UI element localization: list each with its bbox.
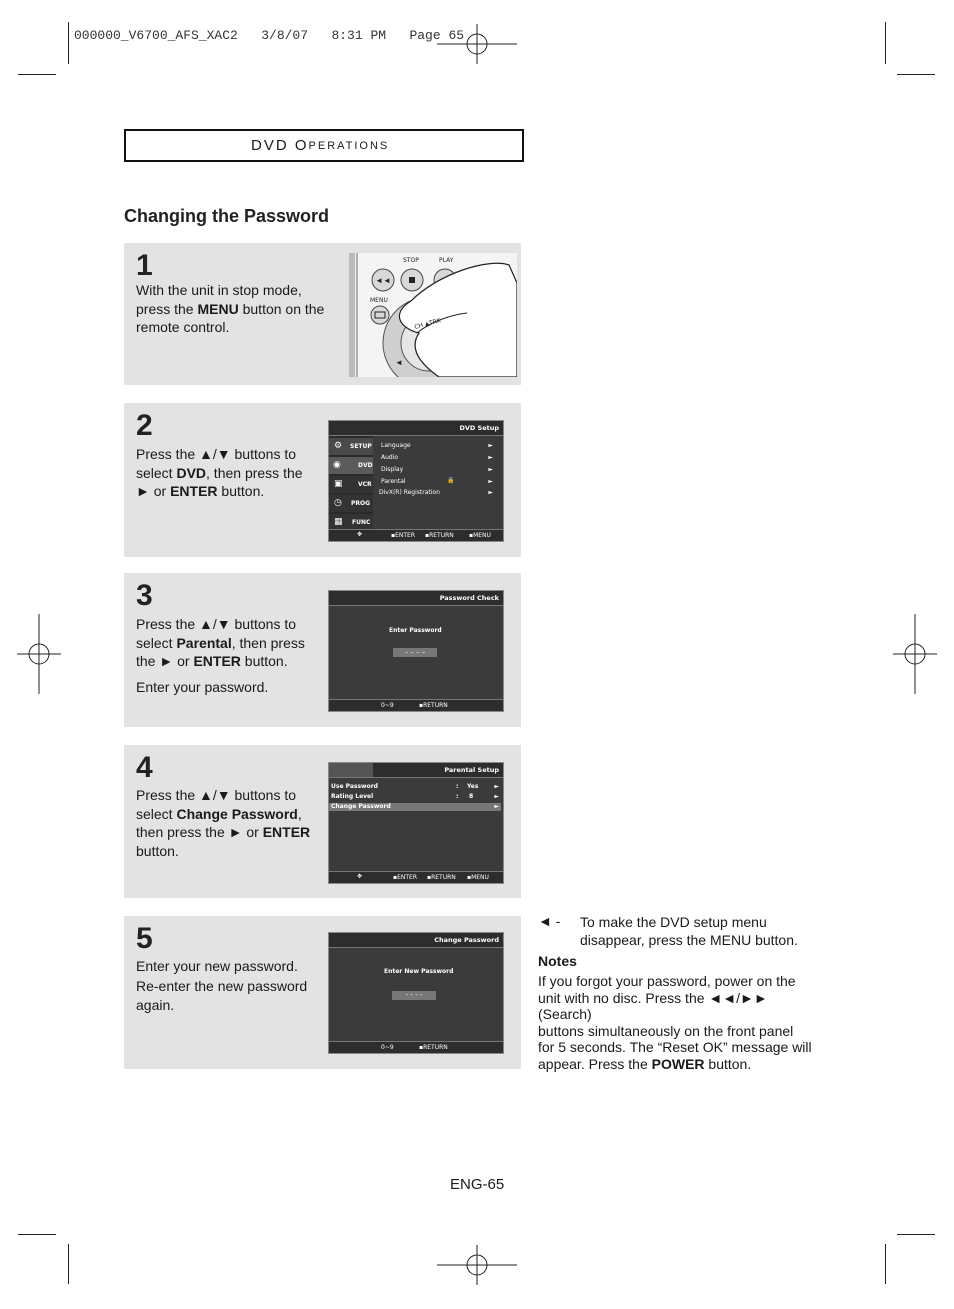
screen-bottom-bar: 0~9 ▪RETURN xyxy=(329,699,503,711)
note-line: disappear, press the MENU button. xyxy=(580,932,798,948)
function-icon: ▦ xyxy=(334,517,343,527)
crop-mark xyxy=(885,1244,886,1284)
clock-icon: ◷ xyxy=(334,498,342,508)
tape-icon: ▣ xyxy=(334,479,343,489)
registration-mark-left xyxy=(17,614,61,694)
text-line: remote control. xyxy=(136,319,230,335)
text-line: ► or ENTER button. xyxy=(136,483,265,499)
text-line: Re-enter the new password xyxy=(136,977,308,994)
crop-mark xyxy=(897,74,935,75)
screen-tab xyxy=(329,763,373,777)
text-line: Enter your new password. xyxy=(136,958,298,974)
text-line: appear. Press the POWER button. xyxy=(538,1055,752,1072)
notes-heading: Notes xyxy=(538,953,577,969)
text-line: button. xyxy=(136,842,179,859)
setting-row-use-password: Use Password : Yes ► xyxy=(331,783,499,790)
remote-label-play: PLAY xyxy=(439,257,454,264)
registration-mark-right xyxy=(893,614,937,694)
step-instructions xyxy=(136,281,324,337)
screen-bottom-bar: 0~9 ▪RETURN xyxy=(329,1041,503,1053)
text-line: select DVD, then press the xyxy=(136,464,303,481)
menu-item-audio: Audio ► xyxy=(381,454,493,461)
screen-bottom-bar: ✥ ▪ENTER ▪RETURN ▪MENU xyxy=(329,871,503,883)
text-line: Press the ▲/▼ buttons to xyxy=(136,787,297,803)
lock-icon: 🔒 xyxy=(447,477,455,484)
text-line: buttons simultaneously on the front panel xyxy=(538,1022,794,1039)
step-number: 5 xyxy=(136,922,153,955)
crop-mark xyxy=(18,1234,56,1235)
step-instructions xyxy=(136,615,305,671)
screen-bottom-bar: ✥ ▪ENTER ▪RETURN ▪MENU xyxy=(329,529,503,541)
screen-title: Parental Setup xyxy=(444,766,499,774)
step-number: 3 xyxy=(136,579,153,612)
sidebar-item-dvd: ◉ DVD xyxy=(329,457,373,474)
svg-text:◄◄: ◄◄ xyxy=(375,276,391,285)
step-5 xyxy=(124,916,521,1069)
navigate-icon: ✥ xyxy=(357,531,363,538)
section-header-small: PERATIONS xyxy=(308,139,390,152)
text-line: the ► or ENTER button. xyxy=(136,653,288,669)
step-4 xyxy=(124,745,521,898)
setting-row-rating-level: Rating Level : 8 ► xyxy=(331,793,499,800)
registration-mark-bottom xyxy=(437,1245,517,1285)
screen-title: Password Check xyxy=(439,594,499,602)
text-line: Press the ▲/▼ buttons to xyxy=(136,446,297,462)
setup-sidebar xyxy=(329,436,373,529)
sidebar-item-vcr: ▣ VCR xyxy=(329,476,373,493)
step-instructions xyxy=(136,445,303,501)
crop-mark xyxy=(18,74,56,75)
text-line: then press the ► or ENTER xyxy=(136,824,311,840)
menu-item-language: Language ► xyxy=(381,442,493,449)
step-number: 1 xyxy=(136,249,153,282)
step-number: 4 xyxy=(136,751,153,784)
page-title: Changing the Password xyxy=(124,206,330,226)
crop-mark xyxy=(68,22,69,64)
screen-title: DVD Setup xyxy=(459,424,499,432)
text-line: for 5 seconds. The “Reset OK” message will xyxy=(538,1039,812,1056)
text-line: Press the ▲/▼ buttons to xyxy=(136,616,297,632)
remote-label-stop: STOP xyxy=(403,257,419,264)
menu-item-display: Display ► xyxy=(381,466,493,473)
notes-body xyxy=(538,973,818,1073)
password-prompt: Enter New Password xyxy=(384,968,454,975)
sidebar-item-func: ▦ FUNC xyxy=(329,514,373,531)
gear-icon: ⚙ xyxy=(334,441,343,451)
page-number: ENG-65 xyxy=(450,1176,505,1193)
parental-setup-screen xyxy=(328,762,504,884)
menu-item-divx: DivX(R) Registration ► xyxy=(379,489,493,496)
sidebar-item-prog: ◷ PROG xyxy=(329,495,373,512)
password-prompt: Enter Password xyxy=(389,627,442,634)
text-line: unit with no disc. Press the ◄◄/►► (Search) xyxy=(538,989,768,1023)
sidebar-item-setup: ⚙ SETUP xyxy=(329,438,373,455)
step-number: 2 xyxy=(136,409,153,442)
step-2 xyxy=(124,403,521,557)
remote-control-illustration xyxy=(349,253,517,377)
disc-icon: ◉ xyxy=(333,460,341,470)
text-line: again. xyxy=(136,997,175,1013)
dvd-setup-screen xyxy=(328,420,504,542)
section-header xyxy=(124,129,524,162)
remote-label-ch: CH ▲TRK xyxy=(413,317,442,331)
screen-title: Change Password xyxy=(434,936,499,944)
note-arrow: ◄ - xyxy=(538,913,561,929)
section-header-big: DVD O xyxy=(251,137,309,154)
password-mask: – – – – xyxy=(393,648,437,657)
remote-label-menu: MENU xyxy=(370,297,388,304)
menu-item-parental: Parental 🔒 ► xyxy=(381,477,493,485)
navigate-icon: ✥ xyxy=(357,873,363,880)
step-1 xyxy=(124,243,521,385)
crop-mark xyxy=(885,22,886,64)
step-instructions xyxy=(136,786,310,860)
password-check-screen xyxy=(328,590,504,712)
step-extra: Enter your password. xyxy=(136,679,269,695)
step-3 xyxy=(124,573,521,727)
svg-text:◄: ◄ xyxy=(395,358,403,367)
text-line: press the MENU button on the xyxy=(136,300,325,317)
change-password-screen xyxy=(328,932,504,1054)
note-line: To make the DVD setup menu xyxy=(580,914,767,930)
text-line: If you forgot your password, power on the xyxy=(538,973,796,989)
text-line: select Change Password, xyxy=(136,805,302,822)
setting-row-change-password: Change Password ► xyxy=(331,803,499,810)
text-line: select Parental, then press xyxy=(136,634,305,651)
crop-mark xyxy=(897,1234,935,1235)
step-instructions xyxy=(136,957,307,1016)
password-mask: - - - - xyxy=(392,991,436,1000)
text-line: With the unit in stop mode, xyxy=(136,282,302,298)
print-slug: 000000_V6700_AFS_XAC2 3/8/07 8:31 PM Page 65 xyxy=(74,28,465,43)
crop-mark xyxy=(68,1244,69,1284)
